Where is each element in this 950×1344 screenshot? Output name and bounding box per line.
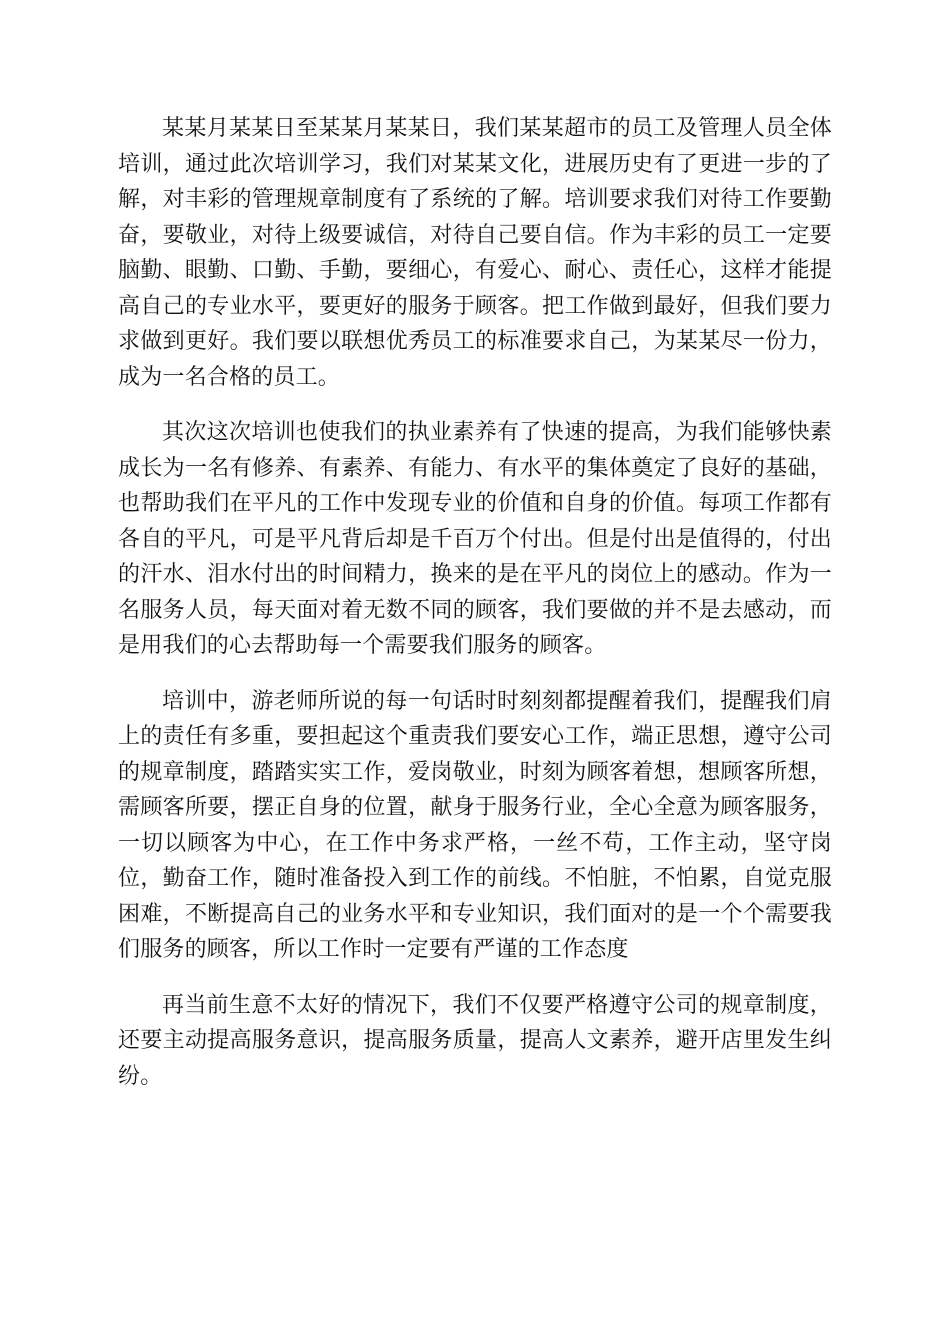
paragraph-3: 培训中，游老师所说的每一句话时时刻刻都提醒着我们，提醒我们肩上的责任有多重，要担起这个重责我们要安心工作，端正思想，遵守公司的规章制度，踏踏实实工作，爱岗敬业，时刻为顾客着想，想顾客所想，需顾客所要，摆正自身的位置，献身于服务行业，全心全意为顾客服务，一切以顾客为中心，在工作中务求严格，一丝不苟，工作主动，坚守岗位，勤奋工作，随时准备投入到工作的前线。不怕脏，不怕累，自觉克服困难，不断提高自己的业务水平和专业知识，我们面对的是一个个需要我们服务的顾客，所以工作时一定要有严谨的工作态度 <box>118 688 832 962</box>
paragraph-2: 其次这次培训也使我们的执业素养有了快速的提高，为我们能够快素成长为一名有修养、有素养、有能力、有水平的集体奠定了良好的基础，也帮助我们在平凡的工作中发现专业的价值和自身的价值。每项工作都有各自的平凡，可是平凡背后却是千百万个付出。但是付出是值得的，付出的汗水、泪水付出的时间精力，换来的是在平凡的岗位上的感动。作为一名服务人员，每天面对着无数不同的顾客，我们要做的并不是去感动，而是用我们的心去帮助每一个需要我们服务的顾客。 <box>118 420 832 658</box>
document-body <box>118 111 832 1114</box>
paragraph-4: 再当前生意不太好的情况下，我们不仅要严格遵守公司的规章制度，还要主动提高服务意识，提高服务质量，提高人文素养，避开店里发生纠纷。 <box>118 992 832 1089</box>
paragraph-1: 某某月某某日至某某月某某日，我们某某超市的员工及管理人员全体培训，通过此次培训学习，我们对某某文化，进展历史有了更进一步的了解，对丰彩的管理规章制度有了系统的了解。培训要求我们对待工作要勤奋，要敬业，对待上级要诚信，对待自己要自信。作为丰彩的员工一定要脑勤、眼勤、口勤、手勤，要细心，有爱心、耐心、责任心，这样才能提高自己的专业水平，要更好的服务于顾客。把工作做到最好，但我们要力求做到更好。我们要以联想优秀员工的标准要求自己，为某某尽一份力，成为一名合格的员工。 <box>118 116 832 390</box>
